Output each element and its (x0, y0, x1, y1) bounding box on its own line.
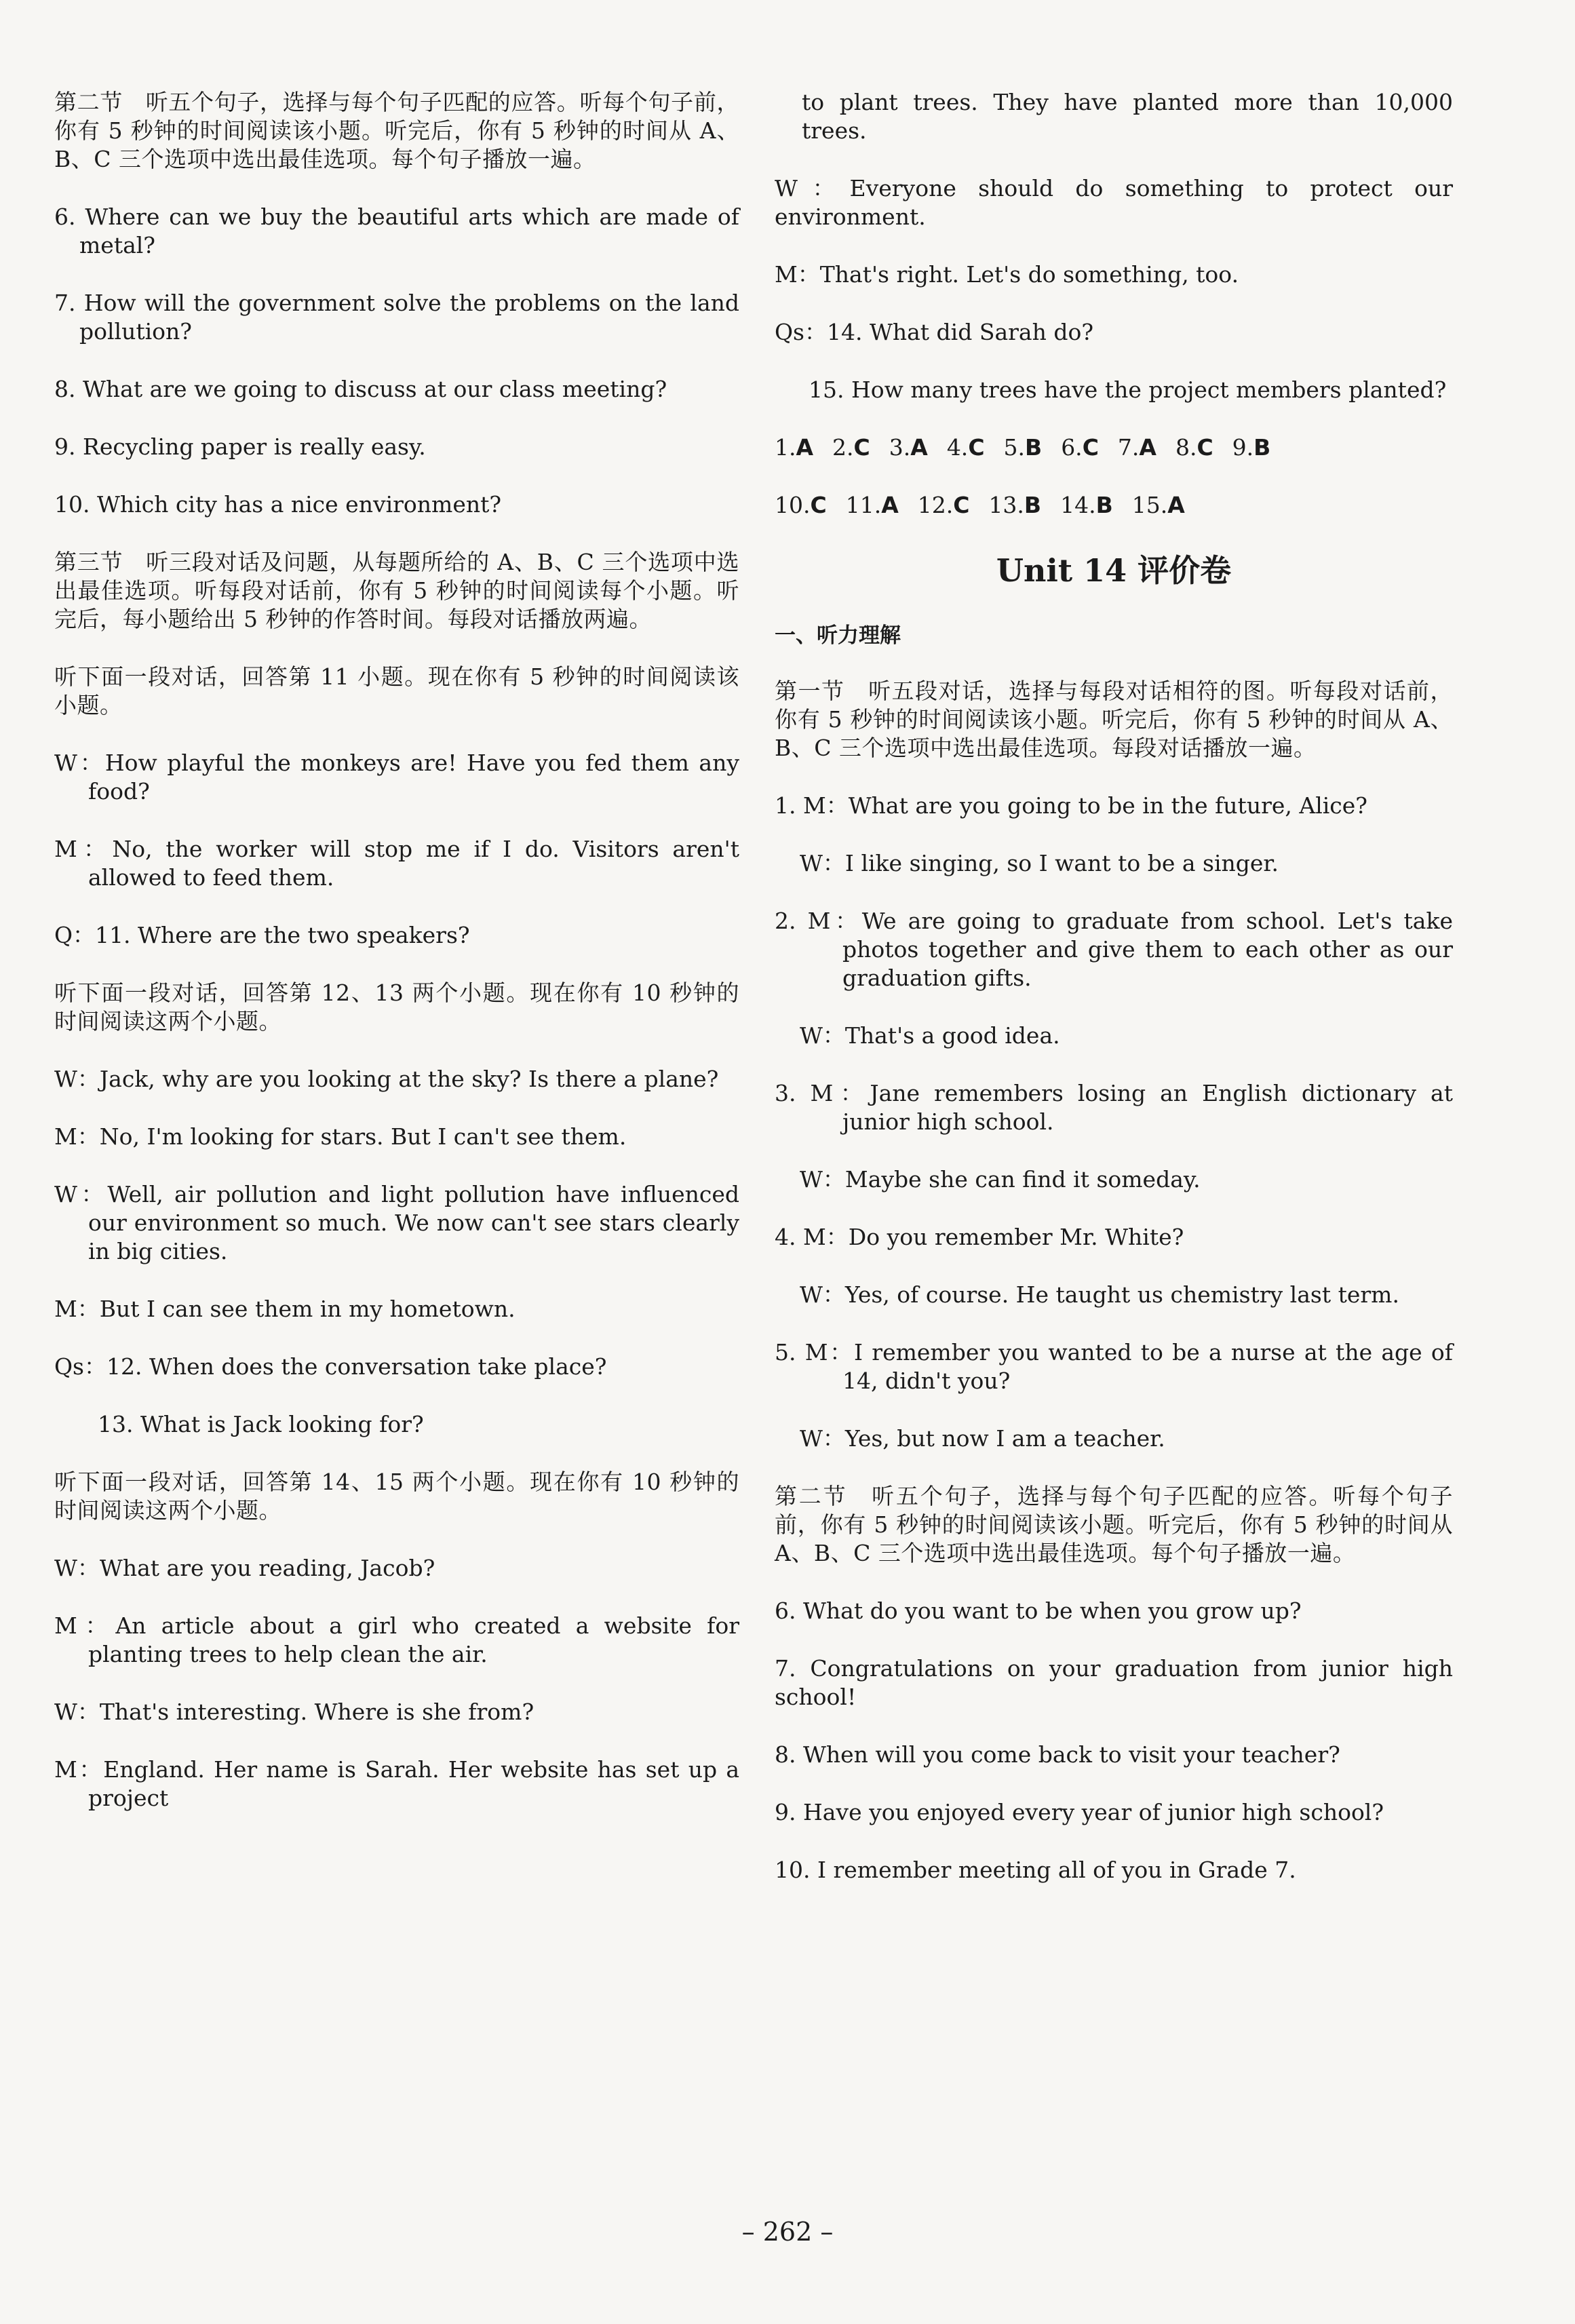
answer-letter: C (810, 492, 827, 518)
answer-letter: A (1139, 434, 1156, 461)
answer-letter: A (796, 434, 814, 461)
dialogue-2-woman-2: W：Well, air pollution and light pollution have influenced our environment so much. We now can't see stars clearly in big cities. (54, 1181, 739, 1264)
dialogue-3-question-14: Qs：14. What did Sarah do? (775, 319, 1094, 345)
unit-title: Unit 14 评价卷 (996, 552, 1232, 589)
conversation-3-woman: W：Maybe she can find it someday. (800, 1166, 1201, 1193)
section-heading-listening: 一、听力理解 (775, 623, 901, 648)
dialogue-3-question-15: 15. How many trees have the project members planted? (809, 376, 1447, 403)
answer-letter: B (1095, 492, 1113, 518)
answer-number: 4. (946, 434, 969, 461)
answer-item (1232, 434, 1271, 461)
dialogue-3-woman-3: W：Everyone should do something to protect our environment. (775, 175, 1453, 230)
conversation-1-woman: W：I like singing, so I want to be a singer. (800, 850, 1279, 876)
answer-number: 7. (1117, 434, 1140, 461)
answer-letter: C (1082, 434, 1099, 461)
dialogue-2-man-2: M：But I can see them in my hometown. (54, 1296, 516, 1322)
answer-number: 6. (1061, 434, 1083, 461)
dialogue-2-man-1: M：No, I'm looking for stars. But I can't see them. (54, 1123, 627, 1150)
conversation-2-woman: W：That's a good idea. (800, 1022, 1060, 1049)
answer-number: 11. (845, 492, 882, 518)
section-3-instructions: 第三节 听三段对话及问题，从每题所给的 A、B、C 三个选项中选出最佳选项。听每段对话前，你有 5 秒钟的时间阅读每个小题。听完后，每小题给出 5 秒钟的作答时间。每段对话播放两遍。 (54, 549, 739, 632)
dialogue-2-question-13: 13. What is Jack looking for? (98, 1411, 424, 1437)
sentence-8: 8. When will you come back to visit your teacher? (775, 1741, 1340, 1768)
answer-number: 12. (917, 492, 954, 518)
dialogue-3-man-2-continued: to plant trees. They have planted more than 10,000 trees. (802, 89, 1453, 144)
part-2-instructions: 第二节 听五个句子，选择与每个句子匹配的应答。听每个句子前，你有 5 秒钟的时间阅读该小题。听完后，你有 5 秒钟的时间从 A、B、C 三个选项中选出最佳选项。每个句子播放一遍。 (775, 1483, 1453, 1566)
sentence-6: 6. What do you want to be when you grow up? (775, 1597, 1302, 1624)
question-8: 8. What are we going to discuss at our class meeting? (54, 376, 667, 402)
conversation-5-man: 5. M：I remember you wanted to be a nurse at the age of 14, didn't you? (775, 1339, 1453, 1394)
dialogue-2-woman-1: W：Jack, why are you looking at the sky? Is there a plane? (54, 1066, 719, 1092)
dialogue-3-man-1: M：An article about a girl who created a website for planting trees to help clean the air. (54, 1612, 739, 1667)
dialogue-2-intro: 听下面一段对话，回答第 12、13 两个小题。现在你有 10 秒钟的时间阅读这两个小题。 (54, 980, 739, 1034)
question-7: 7. How will the government solve the problems on the land pollution? (54, 290, 739, 345)
answer-letter: C (853, 434, 870, 461)
answer-item (1132, 492, 1185, 518)
part-1-instructions: 第一节 听五段对话，选择与每段对话相符的图。听每段对话前，你有 5 秒钟的时间阅读该小题。听完后，你有 5 秒钟的时间从 A、B、C 三个选项中选出最佳选项。每段对话播放一遍。 (775, 678, 1453, 761)
answer-number: 5. (1003, 434, 1026, 461)
dialogue-1-question: Q：11. Where are the two speakers? (54, 922, 470, 948)
dialogue-1-woman: W：How playful the monkeys are! Have you fed them any food? (54, 750, 739, 805)
dialogue-3-intro: 听下面一段对话，回答第 14、15 两个小题。现在你有 10 秒钟的时间阅读这两个小题。 (54, 1469, 739, 1524)
answer-key-row-2 (775, 491, 1453, 520)
sentence-9: 9. Have you enjoyed every year of junior high school? (775, 1799, 1384, 1825)
dialogue-3-man-2: M：England. Her name is Sarah. Her website has set up a project (54, 1756, 739, 1811)
answer-item (846, 492, 899, 518)
answer-letter: C (968, 434, 985, 461)
sentence-10: 10. I remember meeting all of you in Grade 7. (775, 1857, 1296, 1883)
left-column (54, 88, 739, 1842)
answer-number: 14. (1060, 492, 1096, 518)
page-number: – 262 – (741, 2217, 834, 2247)
conversation-5-woman: W：Yes, but now I am a teacher. (800, 1425, 1165, 1452)
answer-number: 1. (775, 434, 796, 461)
answer-letter: A (1167, 492, 1185, 518)
answer-item (1004, 434, 1043, 461)
dialogue-1-intro: 听下面一段对话，回答第 11 小题。现在你有 5 秒钟的时间阅读该小题。 (54, 663, 739, 718)
answer-letter: C (953, 492, 970, 518)
question-10: 10. Which city has a nice environment? (54, 491, 502, 518)
answer-letter: A (910, 434, 928, 461)
answer-item (775, 492, 827, 518)
answer-number: 10. (775, 492, 811, 518)
right-column (775, 88, 1453, 1914)
answer-letter: B (1024, 492, 1042, 518)
sentence-7: 7. Congratulations on your graduation from junior high school! (775, 1655, 1453, 1710)
answer-number: 9. (1232, 434, 1254, 461)
answer-letter: B (1253, 434, 1271, 461)
dialogue-3-woman-1: W：What are you reading, Jacob? (54, 1555, 435, 1581)
answer-letter: B (1025, 434, 1043, 461)
answer-letter: A (881, 492, 899, 518)
answer-number: 3. (889, 434, 911, 461)
answer-item (1118, 434, 1156, 461)
answer-item (775, 434, 813, 461)
section-2-instructions: 第二节 听五个句子，选择与每个句子匹配的应答。听每个句子前，你有 5 秒钟的时间阅读该小题。听完后，你有 5 秒钟的时间从 A、B、C 三个选项中选出最佳选项。每个句子播放一遍。 (54, 89, 739, 172)
conversation-1-man: 1. M：What are you going to be in the future, Alice? (775, 792, 1368, 819)
answer-number: 15. (1131, 492, 1168, 518)
conversation-3-man: 3. M：Jane remembers losing an English dictionary at junior high school. (775, 1080, 1453, 1135)
answer-item (832, 434, 870, 461)
dialogue-3-woman-2: W：That's interesting. Where is she from? (54, 1699, 534, 1725)
answer-item (988, 492, 1041, 518)
dialogue-1-man: M：No, the worker will stop me if I do. Visitors aren't allowed to feed them. (54, 836, 739, 891)
question-9: 9. Recycling paper is really easy. (54, 433, 426, 460)
answer-key-row-1 (775, 433, 1453, 462)
answer-item (1175, 434, 1213, 461)
dialogue-2-question-12: Qs：12. When does the conversation take place? (54, 1353, 607, 1380)
answer-number: 8. (1175, 434, 1197, 461)
conversation-4-woman: W：Yes, of course. He taught us chemistry last term. (800, 1281, 1399, 1308)
conversation-2-man: 2. M：We are going to graduate from school. Let's take photos together and give them to each other as our graduation gifts. (775, 908, 1453, 991)
answer-item (1060, 492, 1113, 518)
answer-letter: C (1197, 434, 1213, 461)
answer-item (889, 434, 928, 461)
question-6: 6. Where can we buy the beautiful arts which are made of metal? (54, 204, 739, 258)
dialogue-3-man-3: M：That's right. Let's do something, too. (775, 261, 1239, 288)
conversation-4-man: 4. M：Do you remember Mr. White? (775, 1224, 1184, 1250)
answer-number: 13. (988, 492, 1024, 518)
answer-item (1061, 434, 1099, 461)
answer-number: 2. (832, 434, 854, 461)
answer-item (947, 434, 985, 461)
answer-item (918, 492, 970, 518)
